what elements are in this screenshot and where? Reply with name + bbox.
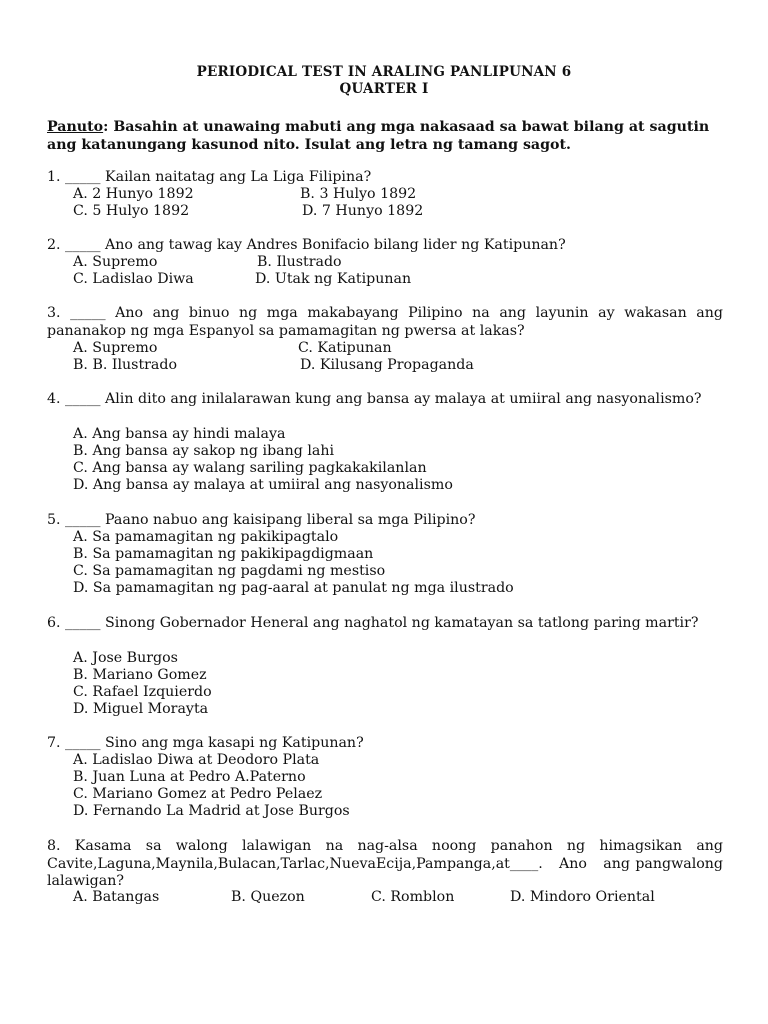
question-5 <box>47 512 723 530</box>
option-a: A. Supremo <box>73 254 158 270</box>
option-a: A. Sa pamamagitan ng pakikipagtalo <box>73 529 339 545</box>
question-2 <box>47 237 723 255</box>
option-a: A. 2 Hunyo 1892 <box>73 186 194 202</box>
question-3 <box>47 305 728 340</box>
option-b: B. Juan Luna at Pedro A.Paterno <box>73 769 306 785</box>
option-d: D. Utak ng Katipunan <box>255 271 412 287</box>
option-c: C. Katipunan <box>298 340 392 356</box>
page-subtitle: QUARTER I <box>339 81 429 97</box>
option-b: B. Ang bansa ay sakop ng ibang lahi <box>73 443 335 459</box>
option-c: C. 5 Hulyo 1892 <box>73 203 190 219</box>
option-d: D. Sa pamamagitan ng pag-aaral at panulat ng mga ilustrado <box>73 580 514 596</box>
option-a: A. Ladislao Diwa at Deodoro Plata <box>73 752 320 768</box>
option-b: B. Ilustrado <box>257 254 342 270</box>
option-b: B. Sa pamamagitan ng pakikipagdigmaan <box>73 546 374 562</box>
instructions-text: : Basahin at unawaing mabuti ang mga nakasaad sa bawat bilang at sagutin ang katanungang kasunod nito. Isulat ang letra ng tamang sagot. <box>47 119 710 153</box>
question-stem: 8. Kasama sa walong lalawigan na nag-alsa noong panahon ng himagsikan ang Cavite,Laguna,Maynila,Bulacan,Tarlac,NuevaEcija,Pampanga,at____. Ano ang pangwalong lalawigan? <box>47 838 728 889</box>
page-title: PERIODICAL TEST IN ARALING PANLIPUNAN 6 <box>196 64 572 80</box>
question-1 <box>47 169 723 187</box>
option-c: C. Sa pamamagitan ng pagdami ng mestiso <box>73 563 386 579</box>
question-stem: 7. _____ Sino ang mga kasapi ng Katipunan? <box>47 735 364 751</box>
option-b: B. 3 Hulyo 1892 <box>300 186 417 202</box>
option-b: B. Mariano Gomez <box>73 667 207 683</box>
option-c: C. Mariano Gomez at Pedro Pelaez <box>73 786 323 802</box>
option-a: A. Jose Burgos <box>73 650 178 666</box>
option-d: D. Miguel Morayta <box>73 701 209 717</box>
question-stem: 3. _____ Ano ang binuo ng mga makabayang Pilipino na ang layunin ay wakasan ang pananakop ng mga Espanyol sa pamamagitan ng pwersa at lakas? <box>47 305 728 339</box>
option-c: C. Romblon <box>371 889 455 905</box>
option-c: C. Ang bansa ay walang sariling pagkakakilanlan <box>73 460 427 476</box>
question-stem: 5. _____ Paano nabuo ang kaisipang liberal sa mga Pilipino? <box>47 512 476 528</box>
question-stem: 4. _____ Alin dito ang inilalarawan kung ang bansa ay malaya at umiiral ang nasyonalismo? <box>47 391 702 407</box>
option-d: D. Ang bansa ay malaya at umiiral ang nasyonalismo <box>73 477 453 493</box>
option-b: B. B. Ilustrado <box>73 357 178 373</box>
question-stem: 2. _____ Ano ang tawag kay Andres Bonifacio bilang lider ng Katipunan? <box>47 237 566 253</box>
option-a: A. Ang bansa ay hindi malaya <box>73 426 286 442</box>
option-c: C. Ladislao Diwa <box>73 271 194 287</box>
question-8 <box>47 838 728 891</box>
option-d: D. 7 Hunyo 1892 <box>302 203 424 219</box>
question-7 <box>47 735 723 753</box>
instructions-label: Panuto <box>47 119 104 135</box>
option-d: D. Mindoro Oriental <box>510 889 655 905</box>
option-d: D. Fernando La Madrid at Jose Burgos <box>73 803 350 819</box>
option-b: B. Quezon <box>231 889 305 905</box>
instructions <box>47 118 737 154</box>
question-4 <box>47 391 723 409</box>
option-a: A. Batangas <box>73 889 160 905</box>
question-stem: 1. _____ Kailan naitatag ang La Liga Filipina? <box>47 169 372 185</box>
option-c: C. Rafael Izquierdo <box>73 684 212 700</box>
option-a: A. Supremo <box>73 340 158 356</box>
option-d: D. Kilusang Propaganda <box>300 357 474 373</box>
question-6 <box>47 615 723 633</box>
question-stem: 6. _____ Sinong Gobernador Heneral ang naghatol ng kamatayan sa tatlong paring martir? <box>47 615 699 631</box>
